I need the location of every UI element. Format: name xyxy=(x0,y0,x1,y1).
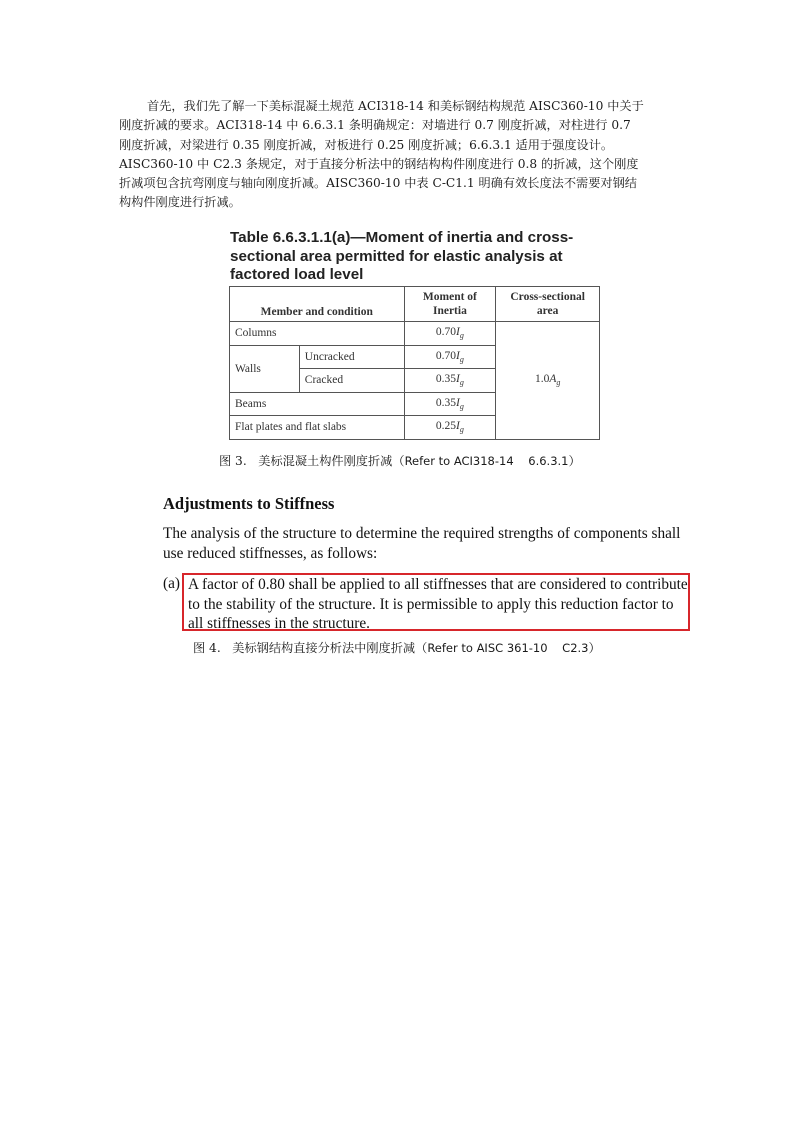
aisc-item-label: (a) xyxy=(163,575,180,592)
intro-line: 首先，我们先了解一下美标混凝土规范 ACI318-14 和美标钢结构规范 AISC360-10 中关于 xyxy=(147,99,644,113)
table-caption-line: Table 6.6.3.1.1(a)—Moment of inertia and cross- xyxy=(230,229,574,246)
table-caption-line: sectional area permitted for elastic analysis at xyxy=(230,247,563,265)
header-area: Cross-sectional area xyxy=(496,287,600,322)
row-label-flat: Flat plates and flat slabs xyxy=(230,416,405,440)
intro-line: 刚度折减的要求。ACI318-14 中 6.6.3.1 条明确规定：对墙进行 0.7 刚度折减，对柱进行 0.7 xyxy=(119,118,631,133)
highlighted-clause xyxy=(182,573,690,631)
inertia-value: $0.35I_g$ xyxy=(404,392,496,416)
clause-line: A factor of 0.80 shall be applied to all stiffnesses that are considered to contribute xyxy=(188,576,688,593)
aisc-paragraph xyxy=(163,524,703,564)
row-label-cracked: Cracked xyxy=(299,369,404,393)
aisc-line: use reduced stiffnesses, as follows: xyxy=(163,545,378,562)
clause-line: to the stability of the structure. It is permissible to apply this reduction factor to xyxy=(188,595,674,613)
table-caption-line: factored load level xyxy=(230,266,364,283)
clause-line: all stiffnesses in the structure. xyxy=(188,615,370,632)
aisc-line: The analysis of the structure to determine the required strengths of components shall xyxy=(163,525,681,542)
stiffness-table xyxy=(229,286,600,440)
figure-4-caption: 图 4. 美标钢结构直接分析法中刚度折减（Refer to AISC 361-10 C2.3） xyxy=(193,641,601,655)
row-label-columns: Columns xyxy=(230,322,405,346)
inertia-value: $0.25I_g$ xyxy=(404,416,496,440)
aisc-heading: Adjustments to Stiffness xyxy=(163,494,335,513)
inertia-value: $0.70I_g$ xyxy=(404,345,496,369)
intro-line: 折减项包含抗弯刚度与轴向刚度折减。AISC360-10 中表 C-C1.1 明确有效长度法不需要对钢结 xyxy=(119,176,637,191)
inertia-value: $0.35I_g$ xyxy=(404,369,496,393)
intro-line: 刚度折减，对梁进行 0.35 刚度折减，对板进行 0.25 刚度折减；6.6.3.1 适用于强度设计。 xyxy=(119,137,614,152)
table-row xyxy=(230,322,600,346)
header-member: Member and condition xyxy=(230,287,405,322)
figure-3-caption: 图 3. 美标混凝土构件刚度折减（Refer to ACI318-14 6.6.3.1） xyxy=(219,454,581,468)
header-inertia: Moment of Inertia xyxy=(404,287,496,322)
intro-paragraph xyxy=(119,97,679,213)
row-label-walls: Walls xyxy=(230,345,300,392)
intro-line: AISC360-10 中 C2.3 条规定，对于直接分析法中的钢结构构件刚度进行 0.8 的折减，这个刚度 xyxy=(119,156,639,171)
table-caption xyxy=(230,229,610,285)
intro-line: 构构件刚度进行折减。 xyxy=(119,195,241,210)
row-label-beams: Beams xyxy=(230,392,405,416)
row-label-uncracked: Uncracked xyxy=(299,345,404,369)
inertia-value: $0.70I_g$ xyxy=(404,322,496,346)
table-header-row xyxy=(230,287,600,322)
area-value: $1.0A_g$ xyxy=(496,322,600,440)
